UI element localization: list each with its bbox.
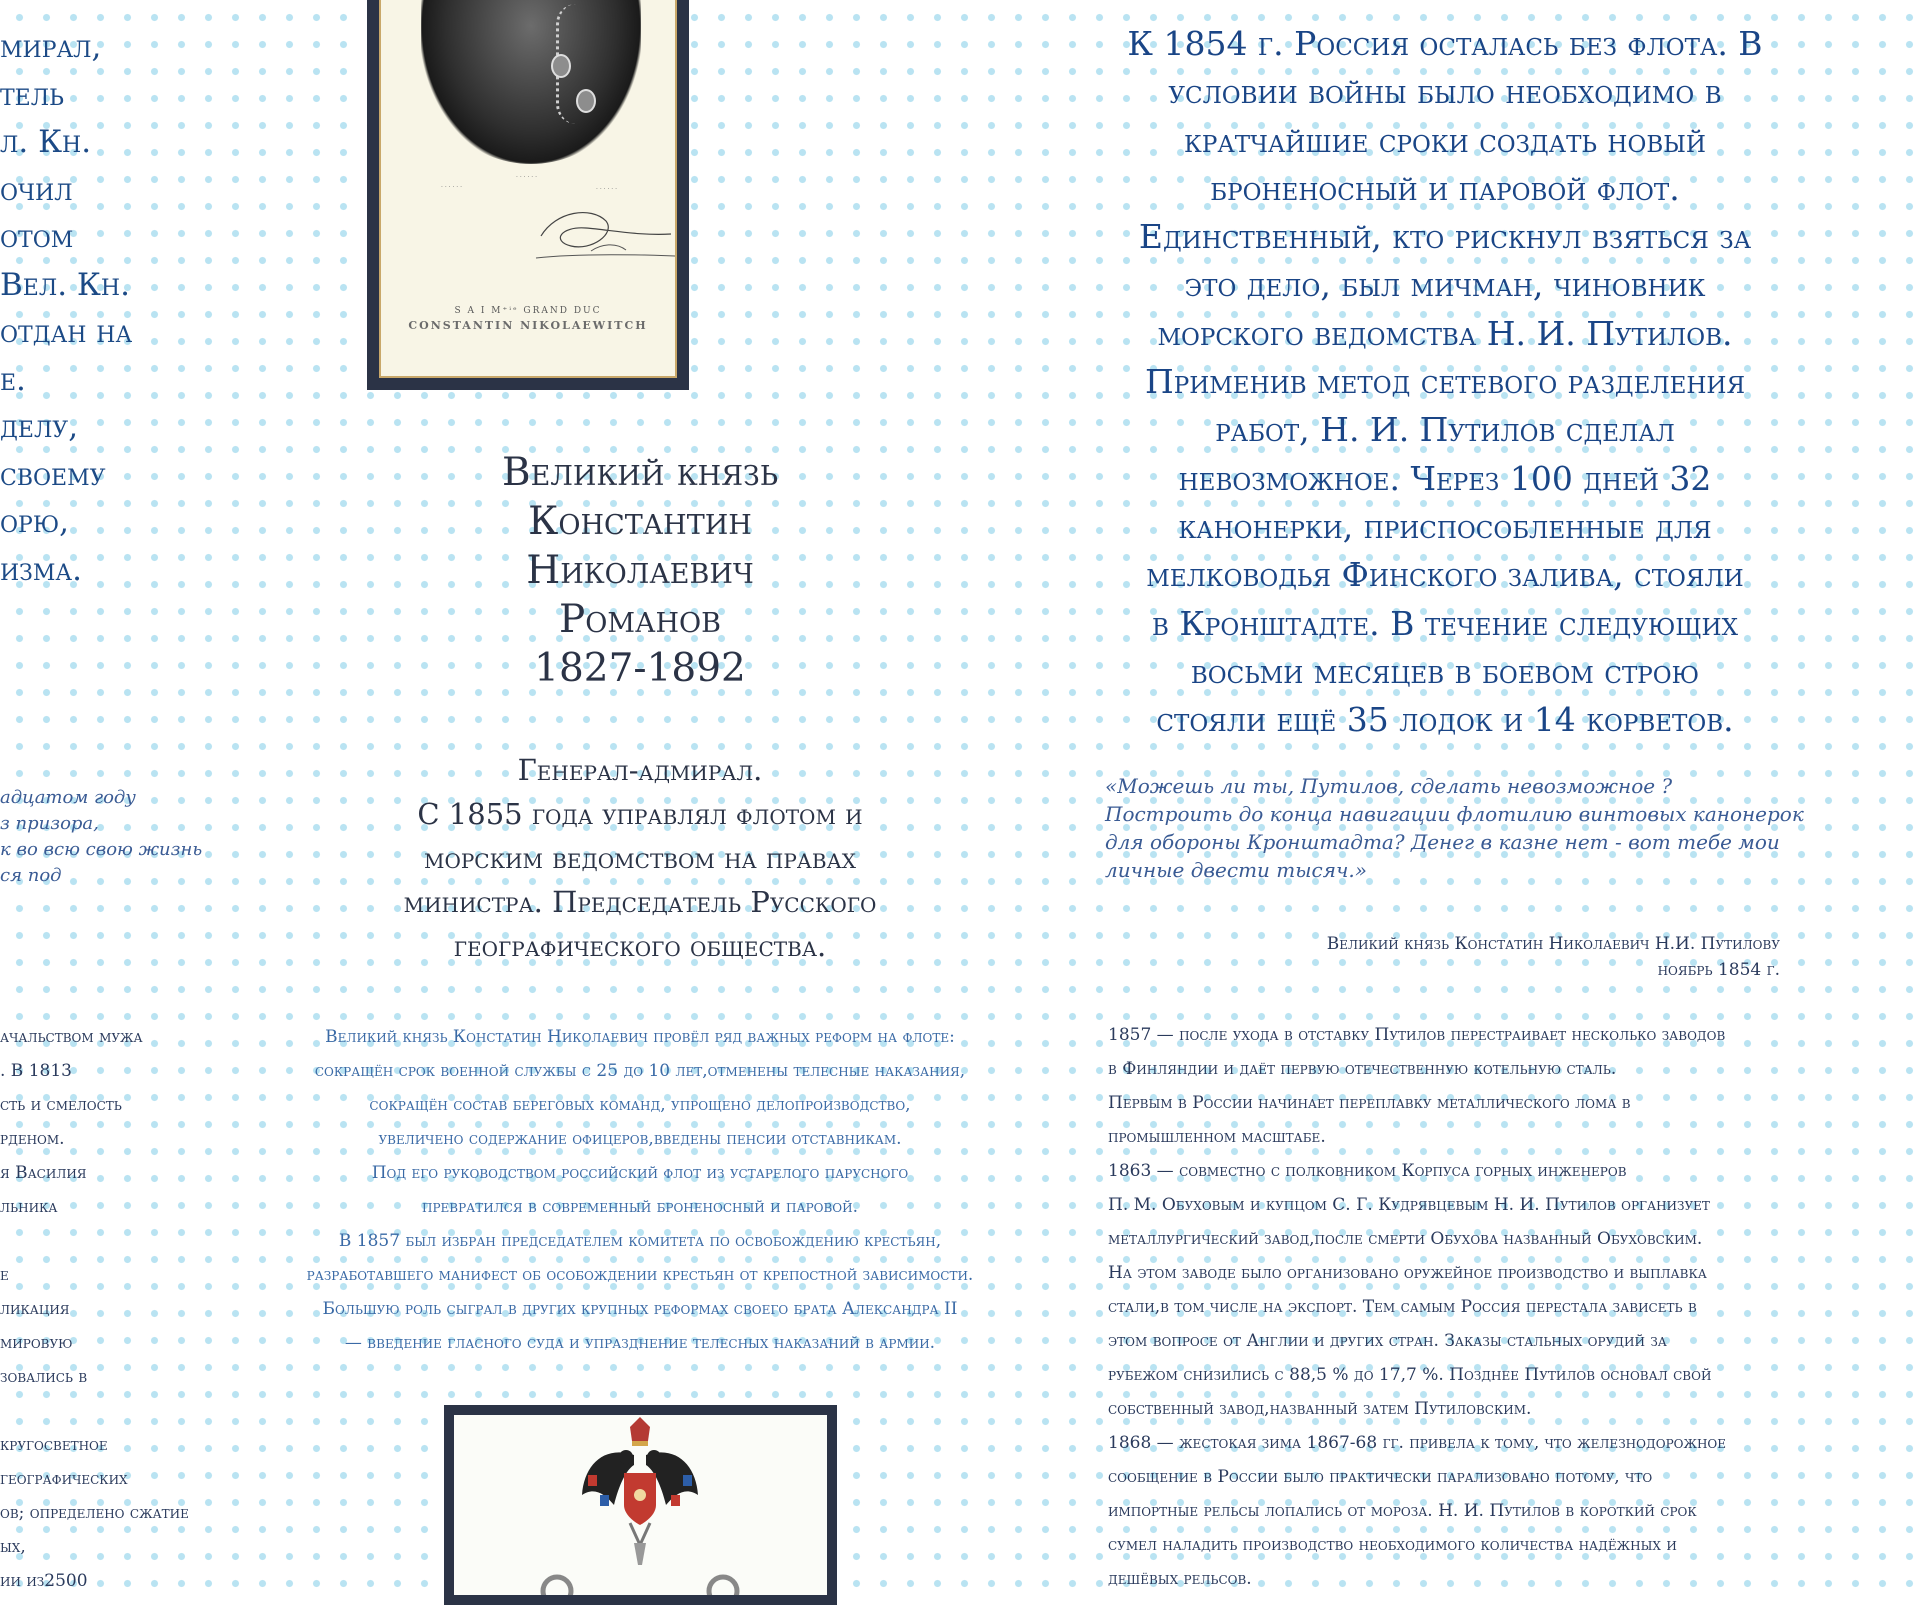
quote-line: для обороны Кронштадта? Денег в казне нет - вот тебе мои <box>1105 830 1780 854</box>
chronicle-line: 1868 — жестокая зима 1867-68 гг. привела к тому, что железнодорожное <box>1108 1433 1727 1453</box>
portrait-engraving <box>379 0 677 378</box>
role-line: географического общества. <box>453 929 827 963</box>
left-line: отом <box>0 219 74 255</box>
signature-icon <box>531 206 677 276</box>
left-small-line: ов; определено сжатие <box>0 1503 189 1523</box>
story-line: кратчайшие сроки создать новый <box>1184 120 1706 160</box>
left-small-line: ии из2500 <box>0 1571 88 1591</box>
reforms-line: Великий князь Констатин Николаевич провёл ряд важных реформ на флоте: <box>325 1027 955 1047</box>
left-line: тель <box>0 76 64 113</box>
chronicle-text <box>1108 1018 1808 1596</box>
chronicle-line: 1863 — совместно с полковником Корпуса горных инженеров <box>1108 1161 1627 1181</box>
left-script-line: адцатом году <box>0 787 136 808</box>
left-small-line: сть и смелость <box>0 1095 122 1115</box>
story-line: Применив метод сетевого разделения <box>1144 362 1746 402</box>
quote-block <box>1105 772 1805 884</box>
left-script-line: к во всю свою жизнь <box>0 839 203 860</box>
chronicle-line: импортные рельсы лопались от мороза. Н. И. Путилов в короткий срок <box>1108 1501 1697 1521</box>
left-small-line: . В 1813 <box>0 1061 72 1081</box>
left-small-line: я Василия <box>0 1163 87 1183</box>
reforms-line: сокращён состав береговых команд, упрощено делопроизводство, <box>369 1095 911 1115</box>
attribution-line: ноябрь 1854 г. <box>1657 960 1780 980</box>
name-line: Романов <box>559 597 721 642</box>
role-line: С 1855 года управлял флотом и <box>417 797 863 831</box>
left-small-line: кругосветное <box>0 1435 108 1455</box>
name-line: Константин <box>528 499 752 544</box>
left-column-text <box>0 24 160 594</box>
chronicle-line: собственный завод,названный затем Путиловским. <box>1108 1399 1532 1419</box>
left-small-line: е <box>0 1265 9 1285</box>
left-line: л. Кн. <box>0 124 92 160</box>
story-line: стояли ещё 35 лодок и 14 корветов. <box>1156 700 1734 740</box>
chronicle-line: сумел наладить производство необходимого количества надёжных и <box>1108 1535 1677 1555</box>
engraver-note: · · · · · · <box>441 184 462 191</box>
story-line: броненосный и паровой флот. <box>1210 168 1680 208</box>
role-line: министра. Председатель Русского <box>403 885 877 919</box>
story-line: Единственный, кто рискнул взяться за <box>1138 217 1752 257</box>
reforms-line: Под его руководством российский флот из устарелого парусного <box>371 1163 909 1183</box>
reforms-line: — введение гласного суда и упразднение телесных наказаний в армии. <box>344 1333 936 1353</box>
chronicle-line: в Финляндии и даёт первую отечественную котельную сталь. <box>1108 1059 1617 1079</box>
portrait-caption-title: S A I M⁺ⁱᵉ GRAND DUC <box>454 306 602 316</box>
imperial-eagle-crest-icon <box>454 1415 827 1595</box>
role-description <box>300 748 980 968</box>
left-small-line: ых, <box>0 1537 26 1557</box>
left-small-line: ликация <box>0 1299 70 1319</box>
left-line: изма. <box>0 551 82 588</box>
story-line: невозможное. Через 100 дней 32 <box>1178 458 1712 498</box>
reforms-line: сокращён срок военной службы с 25 до 10 лет,отменены телесные наказания, <box>314 1061 966 1081</box>
role-line: морским ведомством на правах <box>423 841 857 875</box>
chronicle-line: дешёвых рельсов. <box>1108 1569 1252 1589</box>
crest-panel <box>454 1415 827 1595</box>
reforms-line: превратился в современный броненосный и паровой. <box>421 1197 859 1217</box>
chronicle-line: П. М. Обуховым и купцом С. Г. Кудрявцевым Н. И. Путилов организует <box>1108 1195 1710 1215</box>
chronicle-line: Первым в России начинает переплавку металлического лома в <box>1108 1093 1631 1113</box>
left-small-line <box>0 1394 200 1428</box>
story-line: морского ведомства Н. И. Путилов. <box>1157 313 1733 353</box>
left-small-line: рденом. <box>0 1129 65 1149</box>
quote-line: личные двести тысяч.» <box>1105 858 1368 882</box>
engraver-note: · · · · · · <box>516 174 537 181</box>
portrait-frame <box>367 0 689 390</box>
chronicle-line: этом вопросе от Англии и других стран. Заказы стальных орудий за <box>1108 1331 1667 1351</box>
left-line: Вел. Кн. <box>0 266 130 303</box>
quote-line: «Можешь ли ты, Путилов, сделать невозможное ? <box>1105 774 1673 798</box>
name-line: Николаевич <box>526 548 754 593</box>
left-line: своему <box>0 456 106 493</box>
left-small-text <box>0 1020 200 1598</box>
reforms-line: увеличено содержание офицеров,введены пенсии отставникам. <box>378 1129 902 1149</box>
chronicle-line: рубежом снизились с 88,5 % до 17,7 %. Позднее Путилов основал свой <box>1108 1365 1712 1385</box>
left-script-line: з призора, <box>0 813 99 834</box>
chronicle-line: На этом заводе было организовано оружейное производство и выплавка <box>1108 1263 1707 1283</box>
left-small-line: географических <box>0 1469 128 1489</box>
story-line: К 1854 г. Россия осталась без флота. В <box>1127 24 1763 63</box>
reforms-paragraph <box>225 1020 1055 1360</box>
story-line: восьми месяцев в боевом строю <box>1190 651 1700 691</box>
left-small-line: ачальством мужа <box>0 1027 143 1047</box>
person-name-heading <box>370 448 910 693</box>
left-small-line: зовались в <box>0 1367 88 1387</box>
chronicle-line: 1857 — после ухода в отставку Путилов перестраивает несколько заводов <box>1108 1025 1726 1045</box>
left-line: отдан на <box>0 314 133 350</box>
left-script-quote <box>0 785 205 889</box>
reforms-line: разработавшего манифест об особождении крестьян от крепостной зависимости. <box>306 1265 974 1285</box>
left-script-line: ся под <box>0 865 62 886</box>
story-line: канонерки, приспособленные для <box>1178 506 1712 546</box>
reforms-line: В 1857 был избран председателем комитета по освобождению крестьян, <box>338 1231 942 1251</box>
story-line: условии войны было необходимо в <box>1168 72 1722 112</box>
left-line: делу, <box>0 409 79 445</box>
quote-line: Построить до конца навигации флотилию винтовых канонерок <box>1105 802 1804 826</box>
left-line: очил <box>0 171 73 208</box>
name-line: Великий князь <box>501 450 779 495</box>
portrait-caption-name: CONSTANTIN NIKOLAEWITCH <box>408 319 648 332</box>
crest-frame <box>444 1405 837 1605</box>
story-line: работ, Н. И. Путилов сделал <box>1215 410 1675 450</box>
reforms-line: Большую роль сыграл в других крупных реформах своего брата Александра II <box>322 1299 958 1319</box>
story-line: это дело, был мичман, чиновник <box>1184 265 1706 305</box>
left-small-line: льника <box>0 1197 58 1217</box>
story-line: мелководья Финского залива, стояли <box>1146 555 1744 595</box>
engraver-note: · · · · · · <box>596 186 617 193</box>
left-line: орю, <box>0 504 69 540</box>
left-line: е. <box>0 361 26 398</box>
attribution-line: Великий князь Констатин Николаевич Н.И. Путилову <box>1326 934 1780 954</box>
role-line: Генерал-адмирал. <box>517 753 763 787</box>
chronicle-line: металлургический завод,после смерти Обухова названный Обуховским. <box>1108 1229 1703 1249</box>
medal-icon <box>576 89 596 113</box>
medal-icon <box>551 54 571 78</box>
chronicle-line: сообщение в России было практически парализовано потому, что <box>1108 1467 1653 1487</box>
left-small-line: мировую <box>0 1333 73 1353</box>
life-years: 1827-1892 <box>534 646 746 691</box>
left-line: мирал, <box>0 29 102 65</box>
story-line: в Кронштадте. В течение следующих <box>1152 603 1738 643</box>
quote-attribution <box>1105 931 1780 983</box>
portrait-figure <box>421 0 641 164</box>
left-small-line <box>0 1224 200 1258</box>
putilov-story <box>1095 20 1795 744</box>
chronicle-line: стали,в том числе на экспорт. Тем самым Россия перестала зависеть в <box>1108 1297 1697 1317</box>
chronicle-line: промышленном масштабе. <box>1108 1127 1326 1147</box>
